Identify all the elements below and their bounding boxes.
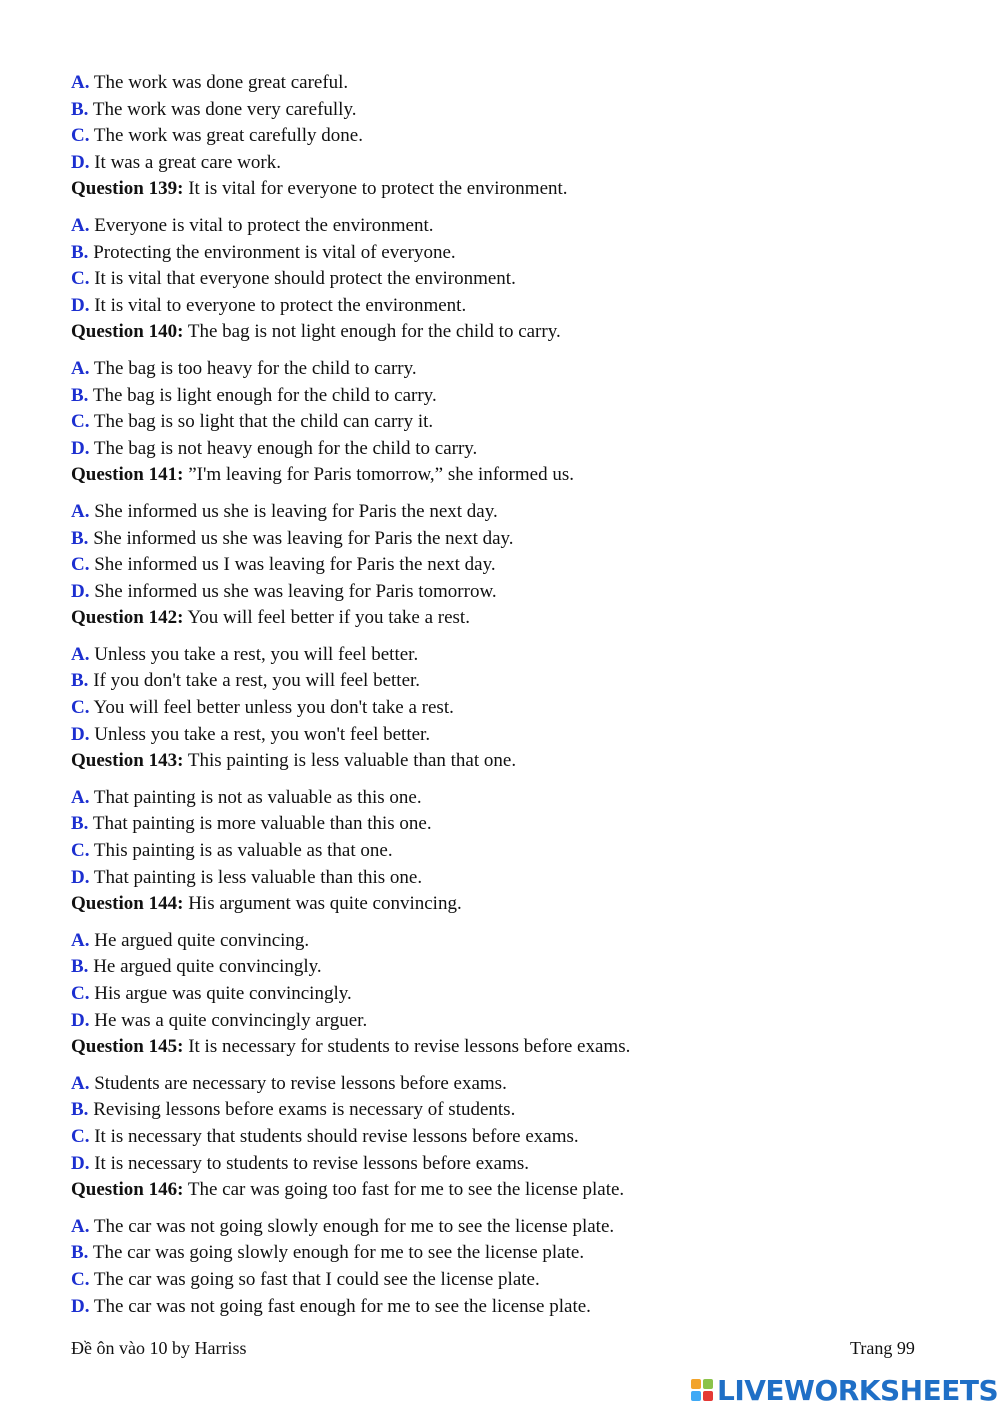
- answer-option: [71, 1214, 951, 1241]
- question-text: The bag is not light enough for the child to carry.: [187, 321, 561, 343]
- option-text: She informed us she was leaving for Paris tomorrow.: [94, 580, 497, 602]
- option-letter: C.: [71, 125, 90, 147]
- question-line: [71, 605, 951, 632]
- option-letter: C.: [71, 983, 90, 1004]
- option-letter: B.: [71, 813, 89, 835]
- option-text: The bag is too heavy for the child to carry.: [93, 357, 417, 379]
- answer-option: [71, 356, 951, 383]
- option-text: It is necessary to students to revise lessons before exams.: [94, 1152, 530, 1174]
- answer-option: [71, 123, 951, 150]
- liveworksheets-logo-icon: [690, 1378, 714, 1402]
- answer-option: [71, 838, 951, 865]
- option-letter: A.: [71, 1072, 90, 1094]
- answer-option: [71, 213, 951, 240]
- liveworksheets-logo[interactable]: [690, 1373, 998, 1407]
- question-line: [71, 891, 951, 918]
- option-letter: B.: [71, 241, 89, 263]
- option-letter: D.: [71, 580, 90, 602]
- option-letter: A.: [71, 72, 90, 93]
- option-text: It is necessary that students should revise lessons before exams.: [94, 1125, 579, 1147]
- answer-option: [71, 150, 951, 177]
- option-letter: A.: [71, 786, 90, 808]
- option-text: The car was going slowly enough for me to see the license plate.: [92, 1242, 585, 1264]
- answer-option: [71, 722, 951, 749]
- option-text: That painting is less valuable than this one.: [93, 866, 423, 888]
- answer-option: [71, 954, 951, 981]
- option-letter: C.: [71, 411, 90, 433]
- option-letter: A.: [71, 929, 90, 951]
- answer-option: [71, 436, 951, 463]
- footer-title: Đề ôn vào 10 by Harriss: [71, 1338, 247, 1358]
- answer-option: [71, 266, 951, 293]
- question-number: Question 139:: [71, 178, 184, 200]
- option-text: He argued quite convincing.: [94, 929, 310, 951]
- answer-option: [71, 1097, 951, 1124]
- option-letter: D.: [71, 1152, 90, 1174]
- option-letter: D.: [71, 1009, 90, 1031]
- option-letter: A.: [71, 643, 90, 665]
- option-text: That painting is more valuable than this one.: [92, 813, 432, 835]
- option-letter: D.: [71, 723, 90, 745]
- logo-text: LIVEWORKSHEETS: [717, 1373, 999, 1407]
- answer-option: [71, 1124, 951, 1151]
- answer-option: [71, 1240, 951, 1267]
- question-text: You will feel better if you take a rest.: [187, 607, 470, 629]
- answer-option: [71, 981, 951, 1008]
- option-text: It was a great care work.: [94, 151, 281, 173]
- answer-option: [71, 642, 951, 669]
- option-text: His argue was quite convincingly.: [94, 983, 352, 1004]
- option-text: The car was not going fast enough for me to see the license plate.: [93, 1295, 591, 1317]
- question-text: This painting is less valuable than that one.: [187, 750, 517, 772]
- question-number: Question 146:: [71, 1179, 184, 1201]
- option-letter: C.: [71, 697, 90, 719]
- answer-option: [71, 1294, 951, 1321]
- answer-option: [71, 1151, 951, 1178]
- question-line: [71, 176, 951, 203]
- option-text: The car was not going slowly enough for me to see the license plate.: [93, 1215, 615, 1237]
- option-letter: A.: [71, 214, 90, 236]
- option-text: Revising lessons before exams is necessary of students.: [93, 1099, 516, 1121]
- option-letter: D.: [71, 294, 90, 316]
- question-text: His argument was quite convincing.: [188, 893, 462, 915]
- question-text: It is necessary for students to revise lessons before exams.: [188, 1036, 631, 1058]
- option-text: The car was going so fast that I could see the license plate.: [93, 1268, 540, 1290]
- option-text: Protecting the environment is vital of everyone.: [93, 241, 456, 263]
- option-letter: B.: [71, 670, 89, 692]
- option-text: Everyone is vital to protect the environment.: [94, 214, 434, 236]
- option-text: The work was done great careful.: [93, 72, 349, 93]
- option-letter: D.: [71, 866, 90, 888]
- option-text: Unless you take a rest, you will feel better.: [94, 643, 419, 665]
- option-letter: B.: [71, 384, 89, 406]
- option-letter: D.: [71, 437, 90, 459]
- question-list: [71, 70, 951, 1320]
- option-text: Students are necessary to revise lessons before exams.: [94, 1072, 507, 1094]
- question-number: Question 143:: [71, 750, 184, 772]
- option-text: Unless you take a rest, you won't feel better.: [94, 723, 431, 745]
- answer-option: [71, 785, 951, 812]
- answer-option: [71, 1008, 951, 1035]
- option-letter: A.: [71, 500, 90, 522]
- answer-option: [71, 1071, 951, 1098]
- answer-option: [71, 70, 951, 97]
- option-letter: B.: [71, 1099, 89, 1121]
- question-number: Question 144:: [71, 893, 184, 915]
- answer-option: [71, 499, 951, 526]
- option-text: The bag is not heavy enough for the child to carry.: [93, 437, 478, 459]
- option-letter: B.: [71, 1242, 89, 1264]
- option-letter: D.: [71, 151, 90, 173]
- question-line: [71, 1177, 951, 1204]
- option-text: He argued quite convincingly.: [93, 956, 322, 978]
- option-text: She informed us she is leaving for Paris the next day.: [94, 500, 498, 522]
- question-line: [71, 748, 951, 775]
- answer-option: [71, 865, 951, 892]
- question-number: Question 142:: [71, 607, 184, 629]
- answer-option: [71, 526, 951, 553]
- option-text: She informed us she was leaving for Paris the next day.: [93, 527, 514, 549]
- answer-option: [71, 579, 951, 606]
- answer-option: [71, 383, 951, 410]
- option-text: This painting is as valuable as that one.: [93, 840, 393, 862]
- option-letter: C.: [71, 268, 90, 290]
- option-text: The bag is light enough for the child to carry.: [92, 384, 437, 406]
- answer-option: [71, 552, 951, 579]
- option-letter: C.: [71, 1125, 90, 1147]
- question-line: [71, 462, 951, 489]
- answer-option: [71, 293, 951, 320]
- option-text: It is vital that everyone should protect the environment.: [94, 268, 516, 290]
- answer-option: [71, 1267, 951, 1294]
- option-letter: B.: [71, 956, 89, 978]
- option-letter: C.: [71, 840, 90, 862]
- answer-option: [71, 668, 951, 695]
- option-letter: B.: [71, 527, 89, 549]
- option-letter: D.: [71, 1295, 90, 1317]
- question-text: The car was going too fast for me to see the license plate.: [187, 1179, 625, 1201]
- option-text: The work was great carefully done.: [93, 125, 363, 147]
- question-number: Question 145:: [71, 1036, 184, 1058]
- option-letter: A.: [71, 357, 90, 379]
- option-text: It is vital to everyone to protect the environment.: [94, 294, 467, 316]
- answer-option: [71, 928, 951, 955]
- option-text: That painting is not as valuable as this one.: [93, 786, 422, 808]
- question-number: Question 141:: [71, 464, 184, 486]
- answer-option: [71, 811, 951, 838]
- option-letter: C.: [71, 554, 90, 576]
- question-line: [71, 1034, 951, 1061]
- option-letter: C.: [71, 1268, 90, 1290]
- question-text: ”I'm leaving for Paris tomorrow,” she informed us.: [188, 464, 574, 486]
- option-letter: A.: [71, 1215, 90, 1237]
- question-line: [71, 319, 951, 346]
- option-text: If you don't take a rest, you will feel better.: [93, 670, 421, 692]
- answer-option: [71, 695, 951, 722]
- option-letter: B.: [71, 98, 89, 120]
- option-text: He was a quite convincingly arguer.: [94, 1009, 368, 1031]
- option-text: She informed us I was leaving for Paris the next day.: [94, 554, 496, 576]
- option-text: The work was done very carefully.: [92, 98, 357, 120]
- answer-option: [71, 409, 951, 436]
- option-text: You will feel better unless you don't take a rest.: [93, 697, 454, 719]
- answer-option: [71, 240, 951, 267]
- question-number: Question 140:: [71, 321, 184, 343]
- page-number: Trang 99: [850, 1338, 915, 1358]
- answer-option: [71, 97, 951, 124]
- question-text: It is vital for everyone to protect the environment.: [188, 178, 568, 200]
- option-text: The bag is so light that the child can carry it.: [93, 411, 434, 433]
